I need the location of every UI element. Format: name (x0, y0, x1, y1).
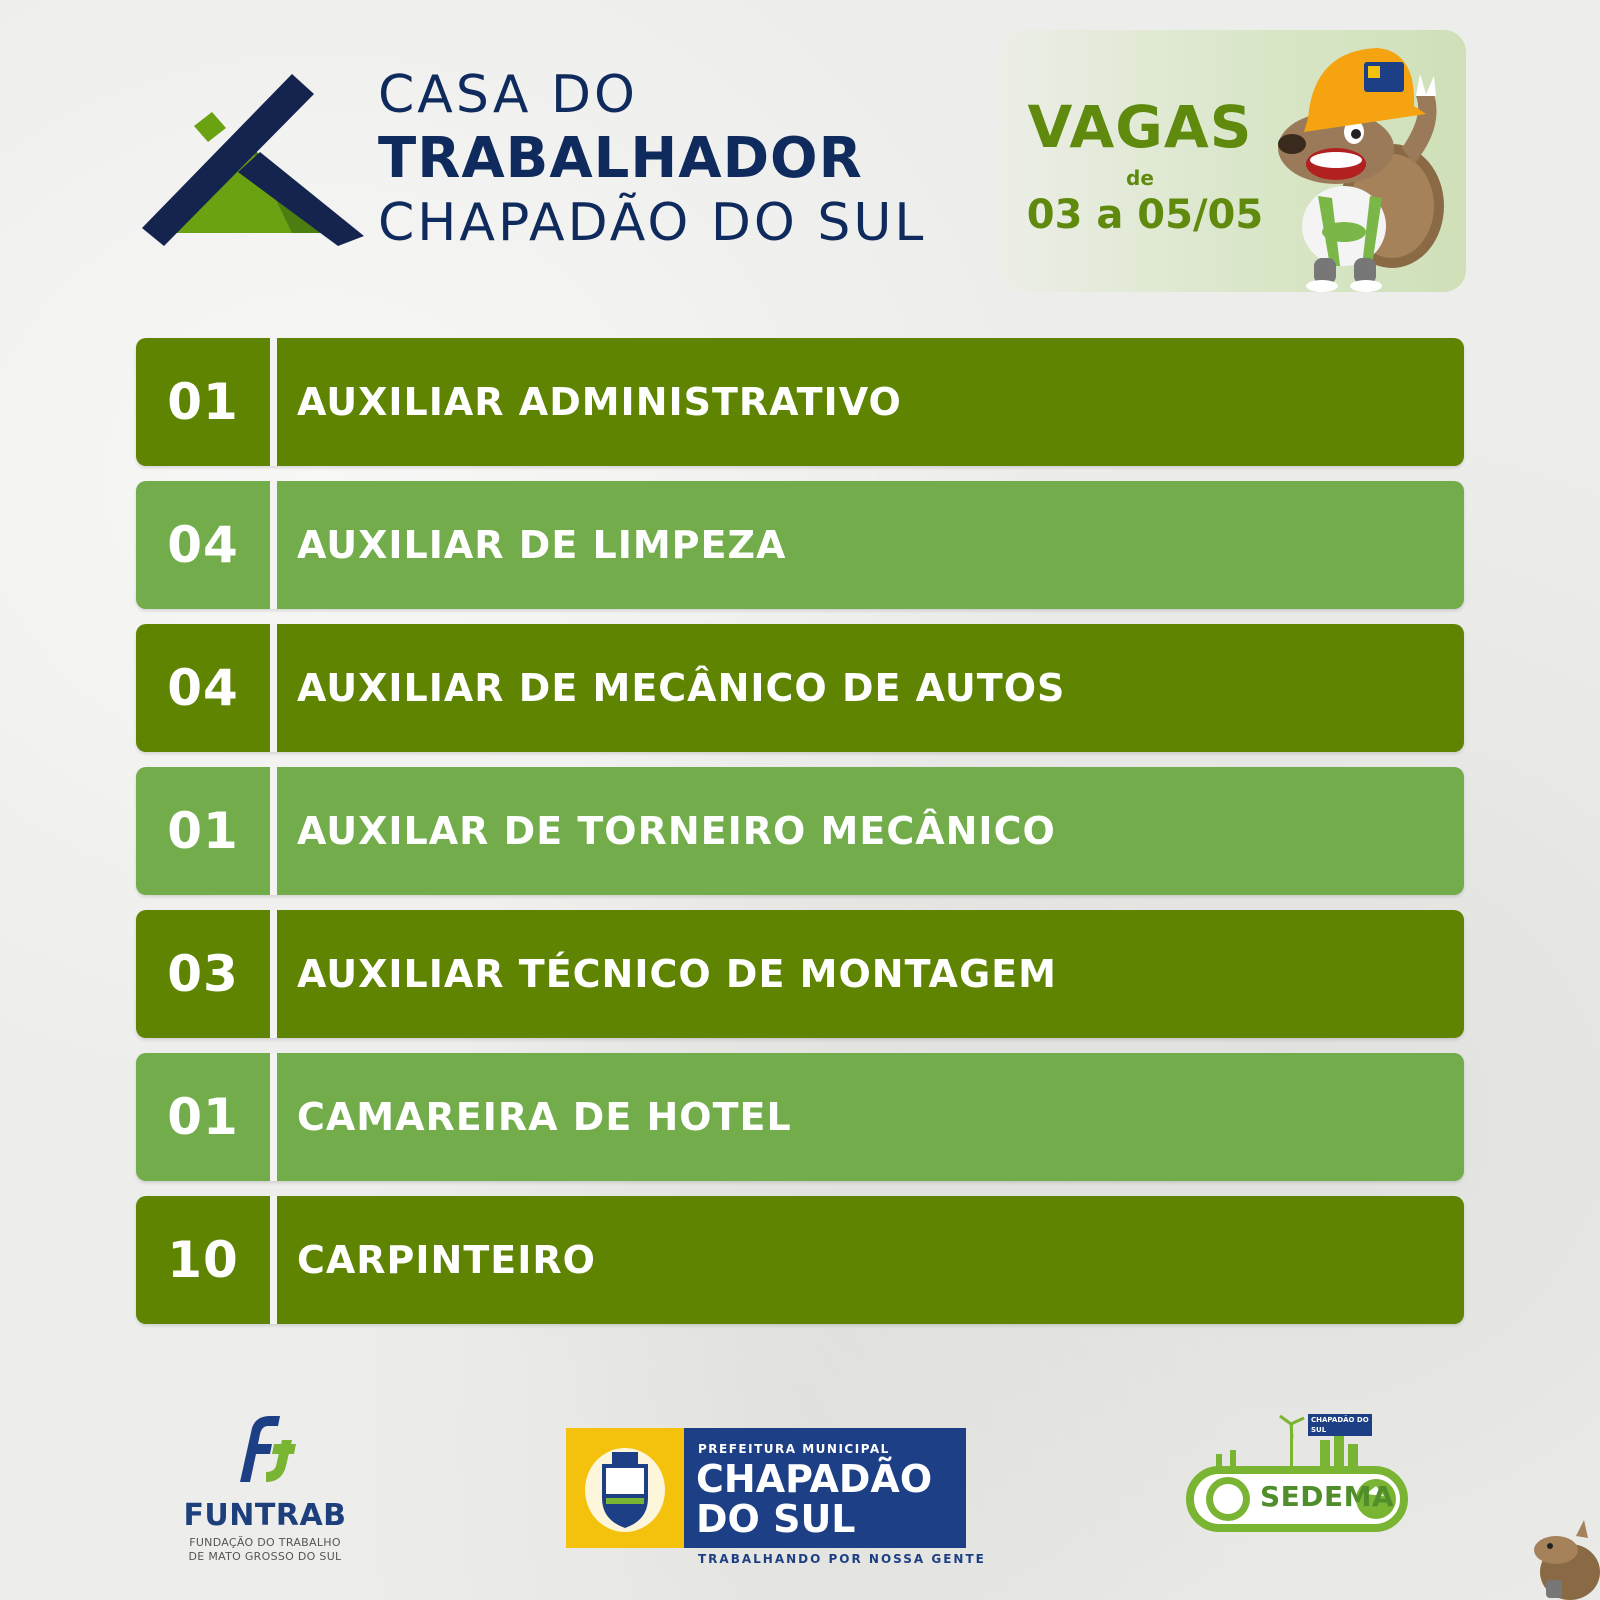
job-title: AUXILAR DE TORNEIRO MECÂNICO (297, 809, 1056, 853)
logo-line-city: CHAPADÃO DO SUL (378, 193, 927, 253)
job-count: 01 (167, 1088, 239, 1146)
job-row (136, 624, 1464, 752)
job-title: CAMAREIRA DE HOTEL (297, 1095, 792, 1139)
job-count: 10 (167, 1231, 239, 1289)
job-row (136, 1053, 1464, 1181)
armadillo-mascot-icon (1274, 36, 1464, 292)
job-title: AUXILIAR TÉCNICO DE MONTAGEM (297, 952, 1057, 996)
row-divider (270, 767, 277, 895)
job-row (136, 910, 1464, 1038)
funtrab-subtitle-line2: DE MATO GROSSO DO SUL (188, 1550, 342, 1563)
row-divider (270, 1196, 277, 1324)
job-row (136, 481, 1464, 609)
funtrab-logo (170, 1410, 360, 1563)
funtrab-subtitle (170, 1536, 360, 1564)
job-list (136, 338, 1464, 1339)
prefeitura-logo (566, 1428, 986, 1568)
prefeitura-crest-panel (566, 1428, 684, 1548)
job-title: AUXILIAR DE LIMPEZA (297, 523, 787, 567)
prefeitura-label: PREFEITURA MUNICIPAL (698, 1442, 890, 1456)
prefeitura-city-line1: CHAPADÃO (696, 1457, 933, 1501)
job-title: CARPINTEIRO (297, 1238, 596, 1282)
corner-armadillo-icon (1526, 1516, 1600, 1600)
sedema-name: SEDEMA (1260, 1480, 1395, 1513)
job-count: 01 (167, 802, 239, 860)
funtrab-subtitle-line1: FUNDAÇÃO DO TRABALHO (189, 1536, 341, 1549)
header-logo-text (378, 64, 926, 254)
job-count: 03 (167, 945, 239, 1003)
row-divider (270, 338, 277, 466)
funtrab-mark-icon (222, 1410, 302, 1490)
logo-line-casa-do: CASA DO (378, 65, 638, 125)
job-title: AUXILIAR DE MECÂNICO DE AUTOS (297, 666, 1066, 710)
job-count: 01 (167, 373, 239, 431)
sedema-city-badge: CHAPADÃO DO SUL (1308, 1414, 1372, 1436)
row-divider (270, 481, 277, 609)
job-row (136, 1196, 1464, 1324)
prefeitura-city-line2: DO SUL (696, 1497, 856, 1541)
vagas-dates: 03 a 05/05 (1026, 192, 1264, 238)
job-title: AUXILIAR ADMINISTRATIVO (297, 380, 902, 424)
prefeitura-text-panel (684, 1428, 966, 1548)
vagas-card (1000, 30, 1466, 292)
casa-do-trabalhador-logo-icon (142, 68, 372, 248)
funtrab-name: FUNTRAB (183, 1498, 347, 1533)
logo-line-trabalhador: TRABALHADOR (378, 126, 863, 191)
job-row (136, 338, 1464, 466)
row-divider (270, 1053, 277, 1181)
city-crest-icon (566, 1428, 684, 1548)
row-divider (270, 910, 277, 1038)
prefeitura-slogan: TRABALHANDO POR NOSSA GENTE (698, 1552, 986, 1566)
job-row (136, 767, 1464, 895)
vagas-title: VAGAS (1027, 93, 1253, 161)
row-divider (270, 624, 277, 752)
prefeitura-badge (566, 1428, 966, 1548)
job-count: 04 (167, 516, 239, 574)
sedema-logo (1180, 1414, 1420, 1564)
job-count: 04 (167, 659, 239, 717)
vagas-de: de (1126, 166, 1154, 190)
